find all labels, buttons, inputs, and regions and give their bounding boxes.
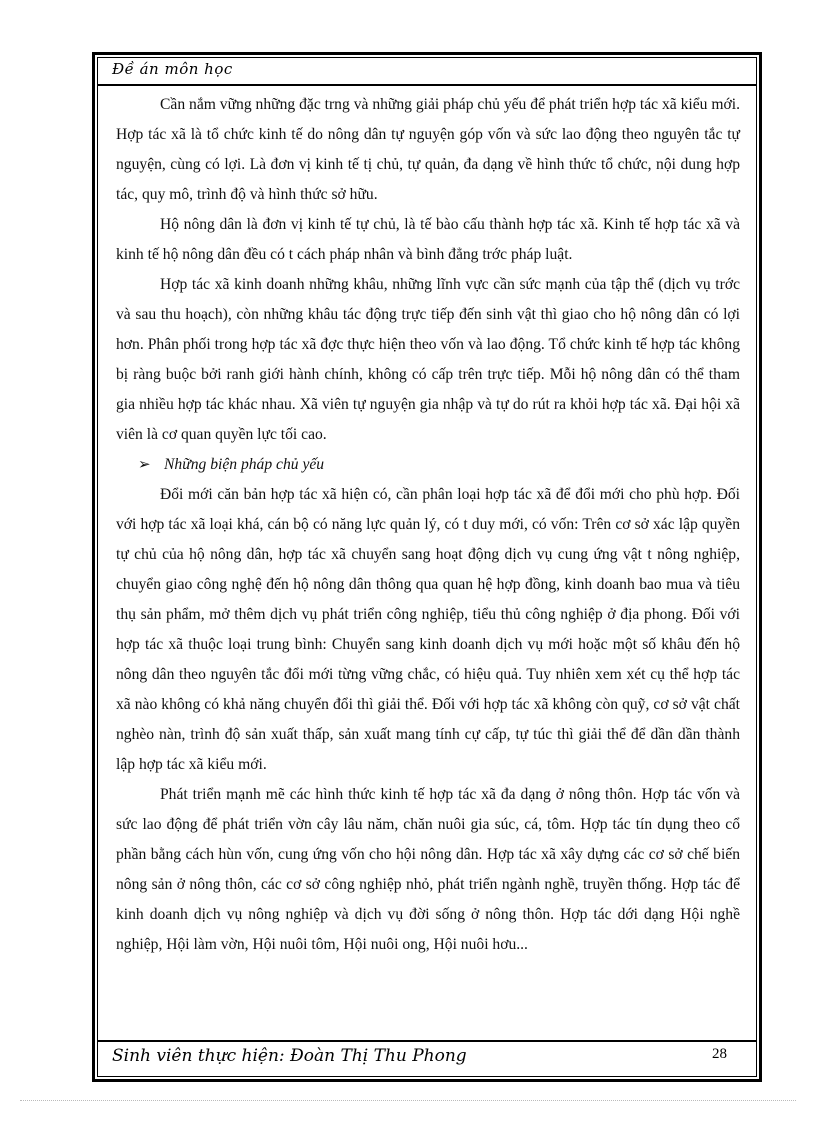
header-rule [97, 84, 757, 86]
footer-rule [97, 1040, 757, 1042]
page-edge-guide [20, 1100, 796, 1101]
paragraph: Phát triển mạnh mẽ các hình thức kinh tế hợp tác xã đa dạng ở nông thôn. Hợp tác vốn và sức lao động để phát triển vờn cây lâu năm, chăn nuôi gia súc, cá, tôm. Hợp tác tín dụng theo cổ phần bằng cách hùn vốn, cung ứng vốn cho hội nông dân. Hợp tác xã xây dựng các cơ sở chế biến nông sản ở nông thôn, các cơ sở công nghiệp nhỏ, phát triển ngành nghề, truyền thống. Hợp tác để kinh doanh dịch vụ nông nghiệp và dịch vụ đời sống ở nông thôn. Hợp tác dới dạng Hội nghề nghiệp, Hội làm vờn, Hội nuôi tôm, Hội nuôi ong, Hội nuôi hơu... [116, 786, 740, 953]
section-heading [116, 450, 740, 480]
paragraph: Hợp tác xã kinh doanh những khâu, những lĩnh vực cần sức mạnh của tập thể (dịch vụ trớc và sau thu hoạch), còn những khâu tác động trực tiếp đến sinh vật thì giao cho hộ nông dân có lợi hơn. Phân phối trong hợp tác xã đợc thực hiện theo vốn và lao động. Tổ chức kinh tế hợp tác không bị ràng buộc bởi ranh giới hành chính, không có cấp trên trực tiếp. Mỗi hộ nông dân có thể tham gia nhiều hợp tác khác nhau. Xã viên tự nguyện gia nhập và tự do rút ra khỏi hợp tác xã. Đại hội xã viên là cơ quan quyền lực tối cao. [116, 276, 740, 443]
paragraph: Đổi mới căn bản hợp tác xã hiện có, cần phân loại hợp tác xã để đổi mới cho phù hợp. Đối với hợp tác xã loại khá, cán bộ có năng lực quản lý, có t duy mới, có vốn: Trên cơ sở xác lập quyền tự chủ của hộ nông dân, hợp tác xã chuyển sang hoạt động dịch vụ cung ứng vật t nông nghiệp, chuyển giao công nghệ đến hộ nông dân thông qua quan hệ hợp đồng, kinh doanh bao mua và tiêu thụ sản phẩm, mở thêm dịch vụ phát triển công nghiệp, tiểu thủ công nghiệp ở địa phong. Đối với hợp tác xã thuộc loại trung bình: Chuyển sang kinh doanh dịch vụ mới hoặc một số khâu đến hộ nông dân theo nguyên tắc đổi mới từng vững chắc, có hiệu quả. Tuy nhiên xem xét cụ thể hợp tác xã nào không có khả năng chuyển đổi thì giải thể. Đối với hợp tác xã không còn quỹ, cơ sở vật chất nghèo nàn, trình độ sản xuất thấp, sản xuất mang tính cự cấp, tự túc thì giải thể để dần dần thành lập hợp tác xã kiểu mới. [116, 486, 740, 773]
paragraph: Hộ nông dân là đơn vị kinh tế tự chủ, là tế bào cấu thành hợp tác xã. Kinh tế hợp tác xã và kinh tế hộ nông dân đều có t cách pháp nhân và bình đẳng trớc pháp luật. [116, 216, 740, 263]
page-number: 28 [712, 1046, 727, 1062]
section-heading-text: Những biện pháp chủ yếu [164, 456, 325, 473]
paragraph: Cần nắm vững những đặc trng và những giải pháp chủ yếu để phát triển hợp tác xã kiểu mới. Hợp tác xã là tổ chức kinh tế do nông dân tự nguyện góp vốn và sức lao động theo nguyên tắc tự nguyện, cùng có lợi. Là đơn vị kinh tế tị chủ, tự quản, đa dạng về hình thức tổ chức, nội dung hợp tác, quy mô, trình độ và hình thức sở hữu. [116, 96, 740, 203]
body-text [116, 90, 740, 960]
header-title: Đề án môn học [112, 60, 233, 78]
footer-author: Sinh viên thực hiện: Đoàn Thị Thu Phong [112, 1046, 467, 1066]
arrow-bullet-icon: ➢ [138, 457, 151, 473]
